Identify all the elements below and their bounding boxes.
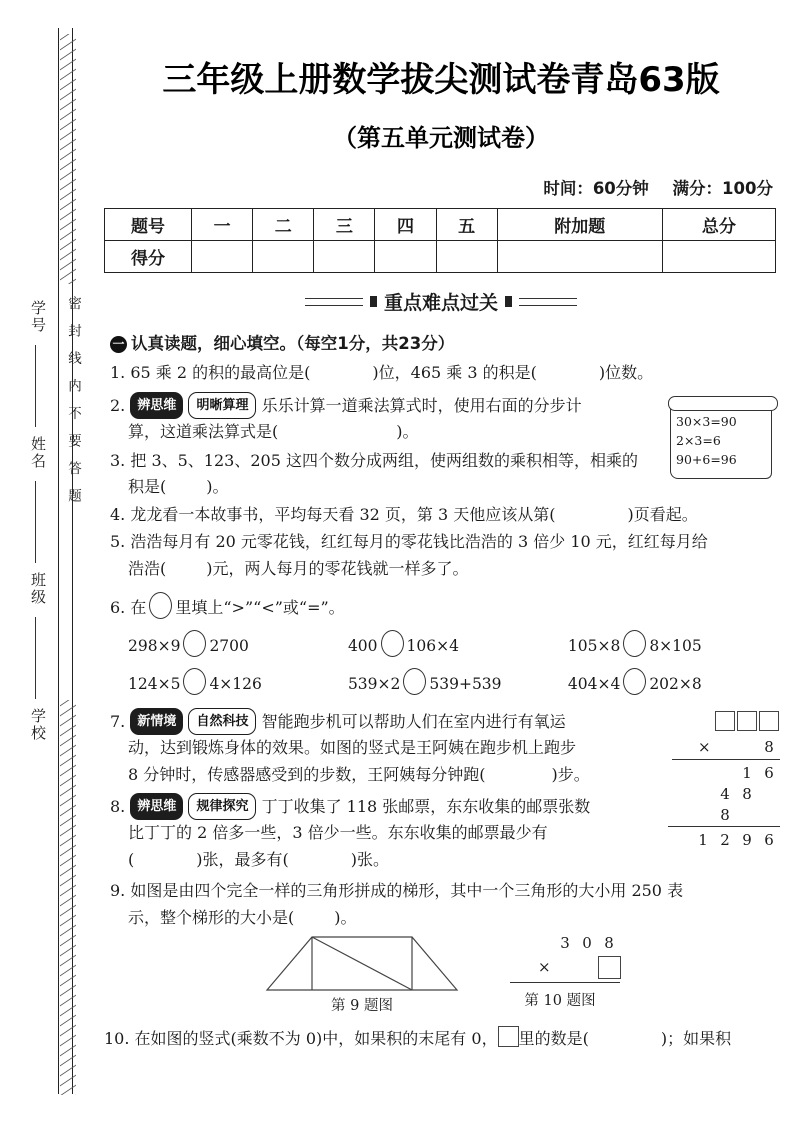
exam-meta — [525, 175, 773, 199]
exam-time: 时间：60分钟 — [543, 179, 649, 198]
comparison-left: 539×2 — [347, 675, 401, 693]
vcalc-result-row — [668, 829, 780, 850]
question-8-number: 8. — [110, 797, 126, 816]
question-7-text-a: 8 分钟时，传感器感受到的步数，王阿姨每分钟跑( — [128, 765, 486, 784]
student-field-xuexiao: 学校 — [29, 708, 47, 742]
comparison-item — [128, 668, 343, 695]
vcalc-digit: 8 — [720, 805, 730, 824]
vcalc-partial-row-2 — [668, 783, 780, 804]
vcalc-digit: 8 — [604, 933, 614, 952]
vcalc-digit: 4 — [720, 784, 730, 803]
question-6-number: 6. — [110, 598, 126, 617]
score-cell[interactable] — [436, 241, 497, 273]
question-3-text-b: )。 — [206, 477, 229, 496]
question-4-text-a: 龙龙看一本故事书，平均每天看 32 页，第 3 天他应该从第( — [130, 505, 556, 524]
flag-icon — [370, 296, 377, 307]
question-2-number: 2. — [110, 396, 126, 415]
badge-thinking: 辨思维 — [130, 392, 183, 419]
hatch-pattern-top — [60, 34, 76, 284]
comparison-circle[interactable] — [183, 668, 206, 695]
vertical-calculation-q7 — [668, 710, 780, 850]
badge-thinking: 辨思维 — [130, 793, 183, 820]
question-5-number: 5. — [110, 532, 126, 551]
comparison-right: 2700 — [209, 637, 249, 655]
badge-reasoning: 明晰算理 — [188, 392, 256, 419]
vcalc-empty-box[interactable] — [714, 711, 736, 735]
comparison-row-1 — [128, 630, 702, 657]
question-5-line1: 浩浩每月有 20 元零花钱，红红每月的零花钱比浩浩的 3 倍少 10 元，红红每月给 — [130, 532, 708, 551]
comparison-right: 539+539 — [429, 675, 502, 693]
scroll-note-figure — [668, 392, 778, 480]
score-col-bonus: 附加题 — [497, 209, 662, 241]
comparison-left: 124×5 — [128, 675, 181, 693]
score-col-4: 四 — [375, 209, 436, 241]
vcalc-rule — [668, 826, 780, 827]
question-4-text-b: )页看起。 — [627, 505, 698, 524]
vcalc-operator: × — [698, 737, 711, 756]
question-5-text-b: )元，两人每月的零花钱就一样多了。 — [206, 559, 469, 578]
section-one-title: 认真读题，细心填空。（每空1分，共23分） — [131, 334, 455, 353]
vcalc-digit: 3 — [560, 933, 570, 952]
figure-9-caption: 第 9 题图 — [331, 998, 393, 1014]
banner-rule-left — [305, 298, 363, 306]
question-10-text-b: 里的数是( — [518, 1029, 589, 1048]
table-row — [105, 209, 776, 241]
question-8-text-b: )张，最多有( — [196, 850, 289, 869]
question-3-text-a: 积是( — [128, 477, 167, 496]
scroll-roll — [668, 396, 778, 411]
score-col-2: 二 — [253, 209, 314, 241]
vcalc-partial-row-1 — [668, 762, 780, 783]
vcalc-digit: 1 — [698, 830, 708, 849]
score-col-3: 三 — [314, 209, 375, 241]
score-row-label: 得分 — [105, 241, 192, 273]
answer-box[interactable] — [498, 1026, 519, 1047]
vcalc-multiplier: 8 — [764, 737, 774, 756]
question-1-text-c: )位数。 — [598, 363, 654, 382]
question-8-text-c: )张。 — [350, 850, 389, 869]
score-cell[interactable] — [253, 241, 314, 273]
question-9 — [110, 878, 785, 903]
vcalc-digit: 1 — [742, 763, 752, 782]
question-9-text-a: 示，整个梯形的大小是( — [128, 908, 295, 927]
badge-new-context: 新情境 — [130, 708, 183, 735]
question-2-text-b: )。 — [396, 422, 419, 441]
question-9-line1: 如图是由四个完全一样的三角形拼成的梯形，其中一个三角形的大小用 250 表 — [130, 881, 684, 900]
vcalc-rule — [510, 982, 620, 983]
question-9-text-b: )。 — [334, 908, 357, 927]
comparison-circle[interactable] — [623, 668, 646, 695]
question-8-line1: 丁丁收集了 118 张邮票，东东收集的邮票张数 — [261, 797, 591, 816]
score-col-5: 五 — [436, 209, 497, 241]
question-2-line1: 乐乐计算一道乘法算式时，使用右面的分步计 — [261, 396, 582, 415]
comparison-circle[interactable] — [149, 592, 172, 619]
question-2 — [110, 392, 665, 419]
score-col-total: 总分 — [662, 209, 775, 241]
student-field-xingming: 姓名 — [29, 436, 47, 470]
student-field-rule — [35, 345, 36, 427]
question-8-text-a: ( — [128, 850, 135, 869]
comparison-circle[interactable] — [183, 630, 206, 657]
section-number-icon: 一 — [110, 336, 127, 353]
comparison-left: 298×9 — [128, 637, 181, 655]
comparison-left: 400 — [347, 637, 378, 655]
banner-text: 重点难点过关 — [383, 292, 498, 314]
comparison-left: 105×8 — [567, 637, 621, 655]
question-7-line3 — [128, 762, 658, 787]
question-10-text-a: 在如图的竖式(乘数不为 0)中，如果积的末尾有 0， — [134, 1029, 498, 1048]
comparison-right: 8×105 — [649, 637, 702, 655]
score-col-1: 一 — [192, 209, 253, 241]
section-banner — [96, 288, 786, 315]
figure-10-caption: 第 10 题图 — [524, 993, 596, 1009]
student-field-banji: 班级 — [29, 572, 47, 606]
vcalc-partial-row-3 — [668, 804, 780, 825]
section-one-heading — [110, 330, 454, 354]
vcalc-empty-box[interactable] — [758, 711, 780, 735]
vcalc-empty-box[interactable] — [736, 711, 758, 735]
question-7-text-b: )步。 — [551, 765, 590, 784]
score-cell[interactable] — [192, 241, 253, 273]
score-cell[interactable] — [375, 241, 436, 273]
vcalc-digit: 6 — [764, 763, 774, 782]
vcalc-multiplicand-row — [510, 932, 620, 953]
comparison-right: 106×4 — [406, 637, 459, 655]
comparison-circle[interactable] — [403, 668, 426, 695]
comparison-item — [128, 630, 343, 657]
vertical-calculation-q10 — [510, 932, 620, 983]
student-field-rule — [35, 481, 36, 563]
question-1-text-b: )位，465 乘 3 的积是( — [372, 363, 537, 382]
question-8-line2: 比丁丁的 2 倍多一些，3 倍少一些。东东收集的邮票最少有 — [128, 823, 548, 842]
page-title: 三年级上册数学拔尖测试卷青岛63版 — [162, 60, 720, 100]
question-8 — [110, 793, 655, 820]
vcalc-multiplier-row — [668, 736, 780, 757]
comparison-row-2 — [128, 668, 702, 695]
question-9-number: 9. — [110, 881, 126, 900]
student-field-rule — [35, 617, 36, 699]
question-6-prompt-a: 在 — [130, 598, 147, 617]
vcalc-digit: 0 — [582, 933, 592, 952]
hatch-pattern-bottom — [60, 700, 76, 1095]
question-10-number: 10. — [104, 1029, 130, 1048]
vcalc-multiplicand-row — [668, 710, 780, 736]
question-6 — [110, 592, 710, 620]
scroll-line-3: 90+6=96 — [676, 452, 737, 467]
question-4-number: 4. — [110, 505, 126, 524]
question-7-number: 7. — [110, 712, 126, 731]
question-1 — [110, 360, 780, 385]
badge-pattern-inquiry: 规律探究 — [188, 793, 256, 820]
question-3-number: 3. — [110, 451, 126, 470]
vcalc-digit: 8 — [742, 784, 752, 803]
question-4 — [110, 502, 780, 527]
question-7 — [110, 708, 655, 735]
sealing-margin — [0, 0, 96, 1122]
vcalc-empty-box[interactable] — [598, 956, 620, 979]
comparison-item — [568, 668, 702, 695]
vcalc-operator: × — [538, 958, 551, 976]
comparison-left: 404×4 — [567, 675, 621, 693]
comparison-right: 4×126 — [209, 675, 262, 693]
score-cell[interactable] — [662, 241, 775, 273]
comparison-item — [348, 630, 563, 657]
question-6-prompt-b: 里填上“>”“<”或“=”。 — [175, 598, 345, 617]
comparison-right: 202×8 — [649, 675, 702, 693]
comparison-circle[interactable] — [623, 630, 646, 657]
question-3 — [110, 448, 660, 473]
question-9-line2 — [128, 905, 788, 930]
table-row — [105, 241, 776, 273]
comparison-item — [348, 668, 563, 695]
question-10 — [104, 1026, 789, 1051]
question-5 — [110, 529, 785, 554]
vcalc-digit: 6 — [764, 830, 774, 849]
page-subtitle: （第五单元测试卷） — [333, 124, 549, 152]
scroll-note-lines — [676, 412, 737, 469]
comparison-circle[interactable] — [381, 630, 404, 657]
vcalc-multiplier-row — [510, 953, 620, 981]
seal-line-text: 密封线内不要答题 — [65, 296, 81, 516]
flag-icon — [505, 296, 512, 307]
question-1-number: 1. — [110, 363, 126, 382]
score-row-label: 题号 — [105, 209, 192, 241]
score-table — [104, 208, 776, 273]
badge-natural-science: 自然科技 — [188, 708, 256, 735]
trapezoid-figure — [262, 932, 462, 994]
vcalc-rule — [672, 759, 780, 760]
scroll-line-1: 30×3=90 — [676, 414, 737, 429]
question-5-text-a: 浩浩( — [128, 559, 167, 578]
question-1-text-a: 65 乘 2 的积的最高位是( — [130, 363, 311, 382]
comparison-item — [568, 630, 702, 657]
scroll-line-2: 2×3=6 — [676, 433, 721, 448]
question-2-line2 — [128, 419, 673, 444]
question-10-text-c: )；如果积 — [660, 1029, 732, 1048]
question-3-line1: 把 3、5、123、205 这四个数分成两组，使两组数的乘积相等，相乘的 — [130, 451, 638, 470]
question-3-line2 — [128, 474, 673, 499]
banner-rule-right — [519, 298, 577, 306]
vcalc-digit: 2 — [720, 830, 730, 849]
seal-line-outer — [58, 28, 59, 1094]
question-7-line1: 智能跑步机可以帮助人们在室内进行有氧运 — [261, 712, 566, 731]
score-cell[interactable] — [497, 241, 662, 273]
exam-total-score: 满分：100分 — [672, 179, 773, 198]
student-field-xuehao: 学号 — [29, 300, 47, 334]
score-cell[interactable] — [314, 241, 375, 273]
question-2-text-a: 算，这道乘法算式是( — [128, 422, 279, 441]
question-7-line2: 动，达到锻炼身体的效果。如图的竖式是王阿姨在跑步机上跑步 — [128, 738, 577, 757]
question-5-line2 — [128, 556, 788, 581]
vcalc-digit: 9 — [742, 830, 752, 849]
question-8-line3 — [128, 847, 658, 872]
